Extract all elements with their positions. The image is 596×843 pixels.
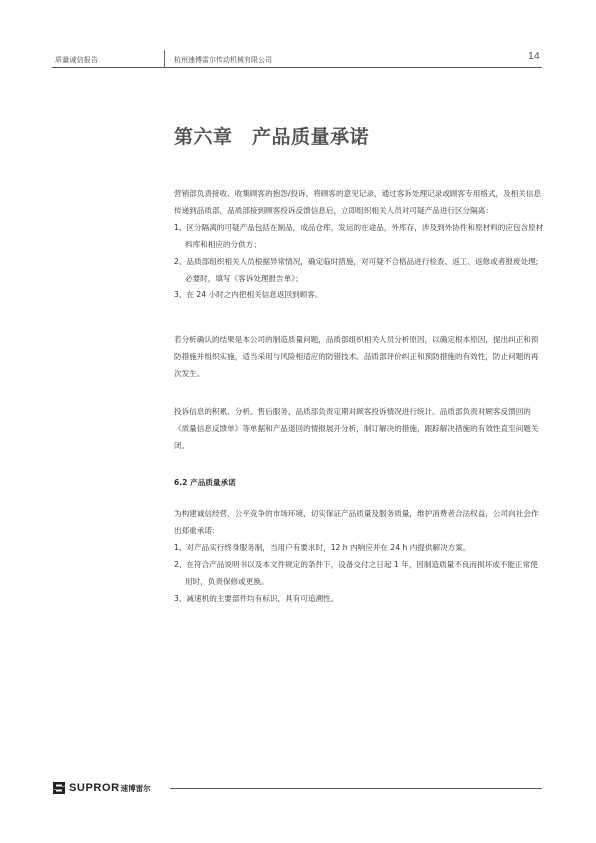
company-name: 杭州速博雷尔传动机械有限公司	[174, 56, 272, 64]
section-heading: 6.2 产品质量承诺	[174, 478, 236, 487]
list-item: 2、在符合产品说明书以及本文件规定的条件下，设备交付之日起 1 年，因制造质量不良而损坏或不能正常使用时，负责保修或更换。	[174, 559, 538, 586]
commitment-intro: 为构建诚信经营、公平竞争的市场环境，切实保证产品质量及服务质量，维护消费者合法权益，公司向社会作出郑重承诺：	[174, 509, 539, 535]
chapter-title: 第六章 产品质量承诺	[174, 126, 370, 148]
quality-commitment-section	[174, 506, 544, 607]
paragraph-text: 投诉信息的积累、分析。售后服务、品质部负责定期对顾客投诉情况进行统计。品质部负责对顾客反馈回的《质量信息反馈单》等单据和产品退回的情报展开分析，制订解决的措施，跟踪解决措施的有效性直至问题关闭。	[174, 407, 539, 450]
header-divider	[164, 50, 165, 67]
report-title: 质量诚信报告	[55, 56, 99, 64]
list-item: 3、在 24 小时之内把相关信息返回到顾客。	[174, 290, 323, 300]
logo-text: SUPROR	[69, 782, 120, 794]
list-item: 3、减速机的主要部件均有标识，具有可追溯性。	[174, 593, 339, 603]
header-rule	[52, 67, 542, 68]
complaint-handling-section	[174, 186, 544, 304]
statistics-paragraph	[174, 404, 544, 455]
root-cause-paragraph	[174, 332, 544, 383]
page-number: 14	[528, 50, 540, 62]
list-item: 1、对产品实行终身服务制，当用户有要求时，12 h 内响应并在 24 h 内提供解决方案。	[174, 542, 471, 552]
complaint-intro: 营销部负责接收、收集顾客的抱怨/投诉，将顾客的意见记录，通过客诉处理记录或顾客专用格式，及相关信息传递到品质部，品质部接到顾客投诉反馈信息后，立即组织相关人员对可疑产品进行区分隔离：	[174, 189, 542, 215]
footer-logo	[52, 781, 151, 795]
supror-logo-icon	[52, 781, 66, 795]
footer-rule	[170, 788, 542, 789]
paragraph-text: 若分析确认的结果是本公司的制造质量问题，品质部组织相关人员分析原因，以确定根本原因，提出纠正和预防措施并组织实施，适当采用与风险相适应的防错技术。品质部评价纠正和预防措施的有效性，防止问题的再次发生。	[174, 335, 539, 378]
list-item: 1、区分隔离的可疑产品包括在制品，成品仓库，发运的在途品，外库存，涉及到外协件和原材料的应包含原材料库和相应的分供方；	[174, 222, 544, 249]
list-item: 2、品质部组织相关人员根据异常情况，确定临时措施，对可疑不合格品进行检查、返工、返修或者报废处理;必要时，填写《客诉处理报告单》；	[174, 256, 539, 283]
logo-chinese-name: 速博雷尔	[120, 783, 151, 793]
